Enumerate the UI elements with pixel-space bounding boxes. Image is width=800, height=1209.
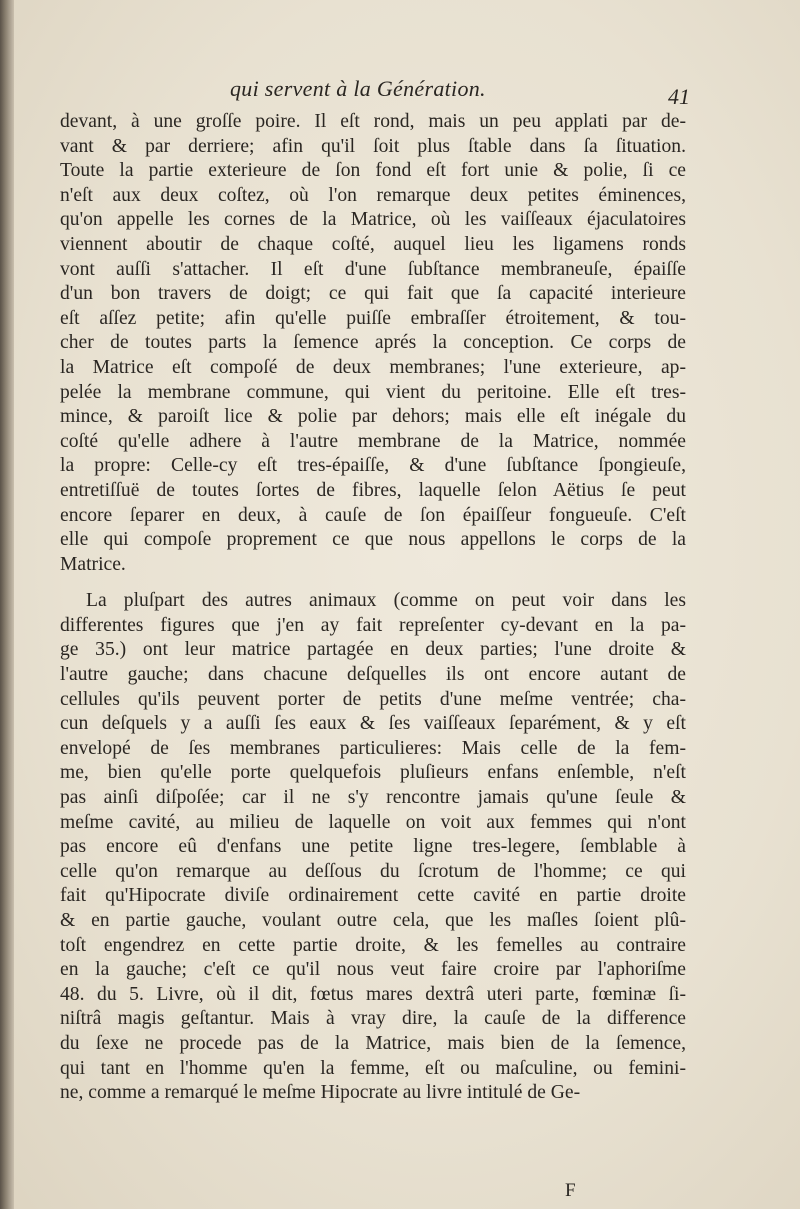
text-line: vant & par derriere; afin qu'il ſoit plus ſtable dans ſa ſituation. <box>60 135 686 157</box>
text-line: niſtrâ magis geſtantur. Mais à vray dire, la cauſe de la difference <box>60 1008 686 1030</box>
text-line: differentes figures que j'en ay fait repreſenter cy-devant en la pa- <box>60 614 686 636</box>
text-line: Toute la partie exterieure de ſon fond eſt fort unie & polie, ſi ce <box>60 160 686 182</box>
text-line: celle qu'on remarque au deſſous du ſcrotum de l'homme; ce qui <box>60 860 686 882</box>
text-line: d'un bon travers de doigt; ce qui fait que ſa capacité interieure <box>60 283 686 305</box>
body-text <box>60 110 686 1106</box>
text-line: 48. du 5. Livre, où il dit, fœtus mares dextrâ uteri parte, fœminæ ſi- <box>60 983 686 1005</box>
text-line: coſté qu'elle adhere à l'autre membrane de la Matrice, nommée <box>60 430 686 452</box>
text-line: cher de toutes parts la ſemence aprés la conception. Ce corps de <box>60 332 686 354</box>
text-line: envelopé de ſes membranes particulieres: Mais celle de la fem- <box>60 737 686 759</box>
text-line: me, bien qu'elle porte quelquefois pluſieurs enfans enſemble, n'eſt <box>60 762 686 784</box>
text-line: vont auſſi s'attacher. Il eſt d'une ſubſtance membraneuſe, épaiſſe <box>60 258 686 280</box>
text-line: cellules qu'ils peuvent porter de petits d'une meſme ventrée; cha- <box>60 688 686 710</box>
text-line: ne, comme a remarqué le meſme Hipocrate au livre intitulé de Ge- <box>60 1082 581 1104</box>
text-line: n'eſt aux deux coſtez, où l'on remarque deux petites éminences, <box>60 184 686 206</box>
paragraph-gap <box>60 577 686 589</box>
text-line: elle qui compoſe proprement ce que nous appellons le corps de la <box>60 529 686 551</box>
text-line: cun deſquels y a auſſi ſes eaux & ſes vaiſſeaux ſeparément, & y eſt <box>60 713 686 735</box>
text-line: entretiſſuë de toutes ſortes de fibres, laquelle ſelon Aëtius ſe peut <box>60 479 686 501</box>
text-line: pelée la membrane commune, qui vient du peritoine. Elle eſt tres- <box>60 381 686 403</box>
text-line: La pluſpart des autres animaux (comme on peut voir dans les <box>86 590 686 612</box>
text-line: encore ſeparer en deux, à cauſe de ſon épaiſſeur fongueuſe. C'eſt <box>60 504 686 526</box>
text-line: pas ainſi diſpoſée; car il ne s'y rencontre jamais qu'une ſeule & <box>60 787 686 809</box>
text-line: mince, & paroiſt lice & polie par dehors; mais elle eſt inégale du <box>60 406 686 428</box>
text-line: la Matrice eſt compoſé de deux membranes; l'une exterieure, ap- <box>60 356 686 378</box>
text-line: en la gauche; c'eſt ce qu'il nous veut faire croire par l'aphoriſme <box>60 959 686 981</box>
page-gutter-shadow <box>0 0 14 1209</box>
text-line: & en partie gauche, voulant outre cela, que les maſles ſoient plû- <box>60 910 686 931</box>
paragraph-2 <box>60 589 686 1105</box>
text-line: meſme cavité, au milieu de laquelle on voit aux femmes qui n'ont <box>60 811 686 833</box>
text-line: pas encore eû d'enfans une petite ligne tres-legere, ſemblable à <box>60 836 686 858</box>
text-line: l'autre gauche; dans chacune deſquelles ils ont encore autant de <box>60 664 686 686</box>
page-number: 41 <box>668 84 690 109</box>
text-line: devant, à une groſſe poire. Il eſt rond, mais un peu applati par de- <box>60 111 686 132</box>
text-line: toſt engendrez en cette partie droite, & les femelles au contraire <box>60 934 686 956</box>
paragraph-1 <box>60 110 686 577</box>
text-line: la propre: Celle-cy eſt tres-épaiſſe, & d'une ſubſtance ſpongieuſe, <box>60 455 686 477</box>
text-line: ge 35.) ont leur matrice partagée en deux parties; l'une droite & <box>60 639 686 661</box>
running-head: qui servent à la Génération. <box>230 76 486 101</box>
text-line: fait qu'Hipocrate diviſe ordinairement cette cavité en partie droite <box>60 885 686 907</box>
text-line: Matrice. <box>60 553 126 575</box>
signature-mark: F <box>565 1180 576 1201</box>
text-line: viennent aboutir de chaque coſté, auquel lieu les ligamens ronds <box>60 233 686 255</box>
text-line: eſt aſſez petite; afin qu'elle puiſſe embraſſer étroitement, & tou- <box>60 307 686 329</box>
text-line: qui tant en l'homme qu'en la femme, eſt ou maſculine, ou femini- <box>60 1057 686 1079</box>
text-line: du ſexe ne procede pas de la Matrice, mais bien de la ſemence, <box>60 1032 686 1054</box>
text-line: qu'on appelle les cornes de la Matrice, où les vaiſſeaux éjaculatoires <box>60 209 686 231</box>
